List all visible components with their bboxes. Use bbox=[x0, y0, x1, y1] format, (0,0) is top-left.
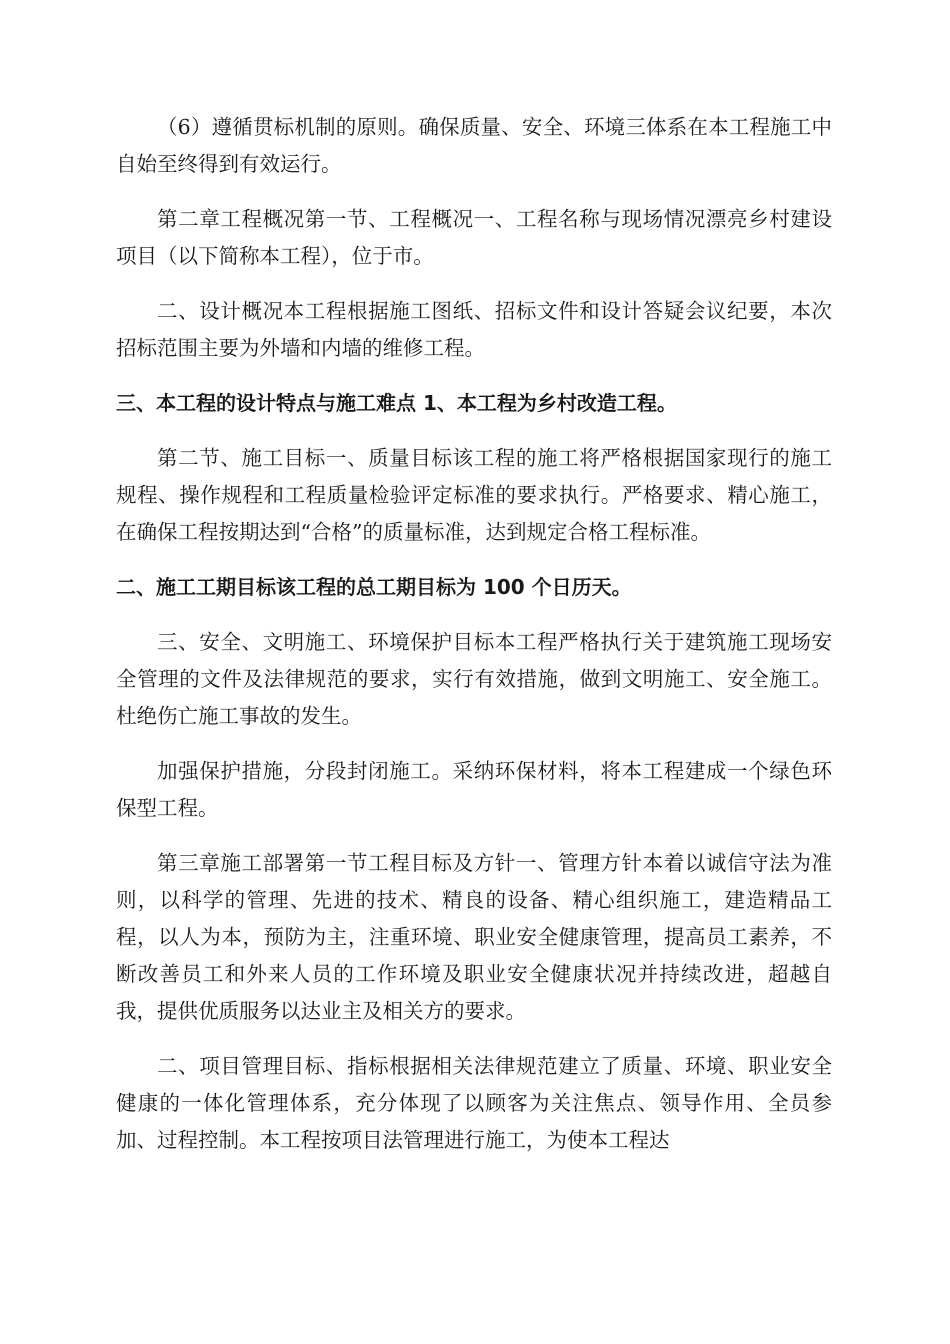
paragraph-design-overview: 二、设计概况本工程根据施工图纸、招标文件和设计答疑会议纪要，本次招标范围主要为外墙和内墙的维修工程。 bbox=[116, 299, 832, 360]
paragraph-safety-target: 三、安全、文明施工、环境保护目标本工程严格执行关于建筑施工现场安全管理的文件及法律规范的要求，实行有效措施，做到文明施工、安全施工。杜绝伤亡施工事故的发生。 bbox=[116, 630, 832, 728]
heading-schedule-target: 二、施工工期目标该工程的总工期目标为 100 个日历天。 bbox=[116, 575, 632, 599]
paragraph-quality-target: 第二节、施工目标一、质量目标该工程的施工将严格根据国家现行的施工规程、操作规程和工程质量检验评定标准的要求执行。严格要求、精心施工，在确保工程按期达到“合格”的质量标准，达到规定合格工程标准。 bbox=[116, 446, 832, 544]
paragraph-project-management-target: 二、项目管理目标、指标根据相关法律规范建立了质量、环境、职业安全健康的一体化管理体系，充分体现了以顾客为关注焦点、领导作用、全员参加、过程控制。本工程按项目法管理进行施工，为使本工程达 bbox=[116, 1054, 832, 1152]
paragraph-chapter-2-overview: 第二章工程概况第一节、工程概况一、工程名称与现场情况漂亮乡村建设项目（以下简称本工程），位于市。 bbox=[116, 207, 832, 268]
paragraph-principle-6: （6）遵循贯标机制的原则。确保质量、安全、环境三体系在本工程施工中自始至终得到有效运行。 bbox=[116, 115, 832, 176]
paragraph-protection-measures: 加强保护措施，分段封闭施工。采纳环保材料，将本工程建成一个绿色环保型工程。 bbox=[116, 759, 832, 820]
paragraph-chapter-3-deployment: 第三章施工部署第一节工程目标及方针一、管理方针本着以诚信守法为准则，以科学的管理、先进的技术、精良的设备、精心组织施工，建造精品工程，以人为本，预防为主，注重环境、职业安全健康管理，提高员工素养，不断改善员工和外来人员的工作环境及职业安全健康状况并持续改进，超越自我，提供优质服务以达业主及相关方的要求。 bbox=[116, 851, 832, 1023]
heading-design-features: 三、本工程的设计特点与施工难点 1、本工程为乡村改造工程。 bbox=[116, 391, 677, 415]
document-page bbox=[116, 109, 832, 1177]
